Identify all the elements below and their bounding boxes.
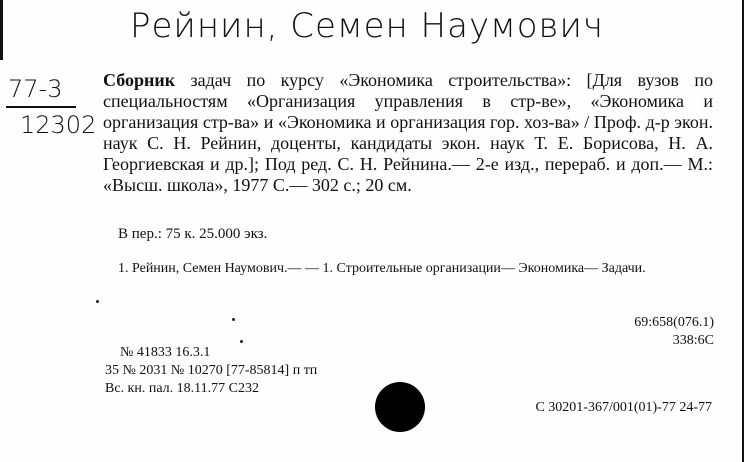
handwritten-author-heading: Рейнин, Семен Наумович — [130, 6, 604, 46]
classification-codes — [634, 314, 714, 350]
udc-code: 69:658(076.1) — [634, 315, 714, 330]
print-speck — [232, 318, 235, 321]
price-and-print-run: В пер.: 75 к. 25.000 экз. — [118, 226, 268, 242]
pub-info-line-2: Вс. кн. пал. 18.11.77 С232 — [105, 381, 259, 396]
subject-headings: 1. Рейнин, Семен Наумович.— — 1. Строительные организации— Экономика— Задачи. — [118, 261, 646, 276]
bbk-code: 338:6С — [672, 333, 714, 348]
card-left-edge — [0, 0, 3, 60]
print-speck — [96, 300, 99, 303]
card-hole-punch — [375, 382, 425, 432]
publication-info — [105, 362, 317, 398]
card-right-edge — [742, 0, 744, 462]
shelf-mark-divider — [6, 106, 76, 108]
shelf-mark — [6, 74, 96, 140]
registry-number: № 41833 16.3.1 — [120, 345, 211, 360]
description-text: задач по курсу «Экономика строительства»: [Для вузов по специальностям «Организация управления в стр-ве», «Экономика и организация стр-ва» и «Экономика и организация гор. хоз-ва» / Проф. д-р экон. наук С. Н. Рейнин, доценты, кандидаты экон. наук Т. Е. Борисова, Н. А. Георгиевская и др.]; Под ред. С. Н. Рейнина.— 2-е изд., перераб. и доп.— М.: «Высш. школа», 1977 С.— 302 с.; 20 см. — [103, 70, 713, 195]
shelf-mark-bottom: 12302 — [20, 111, 97, 139]
description-paragraph — [103, 70, 713, 196]
catalog-code: С 30201-367/001(01)-77 24-77 — [535, 400, 712, 415]
bibliographic-description — [103, 70, 713, 196]
title-lead-word: Сборник — [103, 70, 176, 90]
pub-info-line-1: 35 № 2031 № 10270 [77-85814] п тп — [105, 363, 318, 378]
print-speck — [240, 340, 243, 343]
shelf-mark-top: 77-3 — [8, 75, 63, 103]
